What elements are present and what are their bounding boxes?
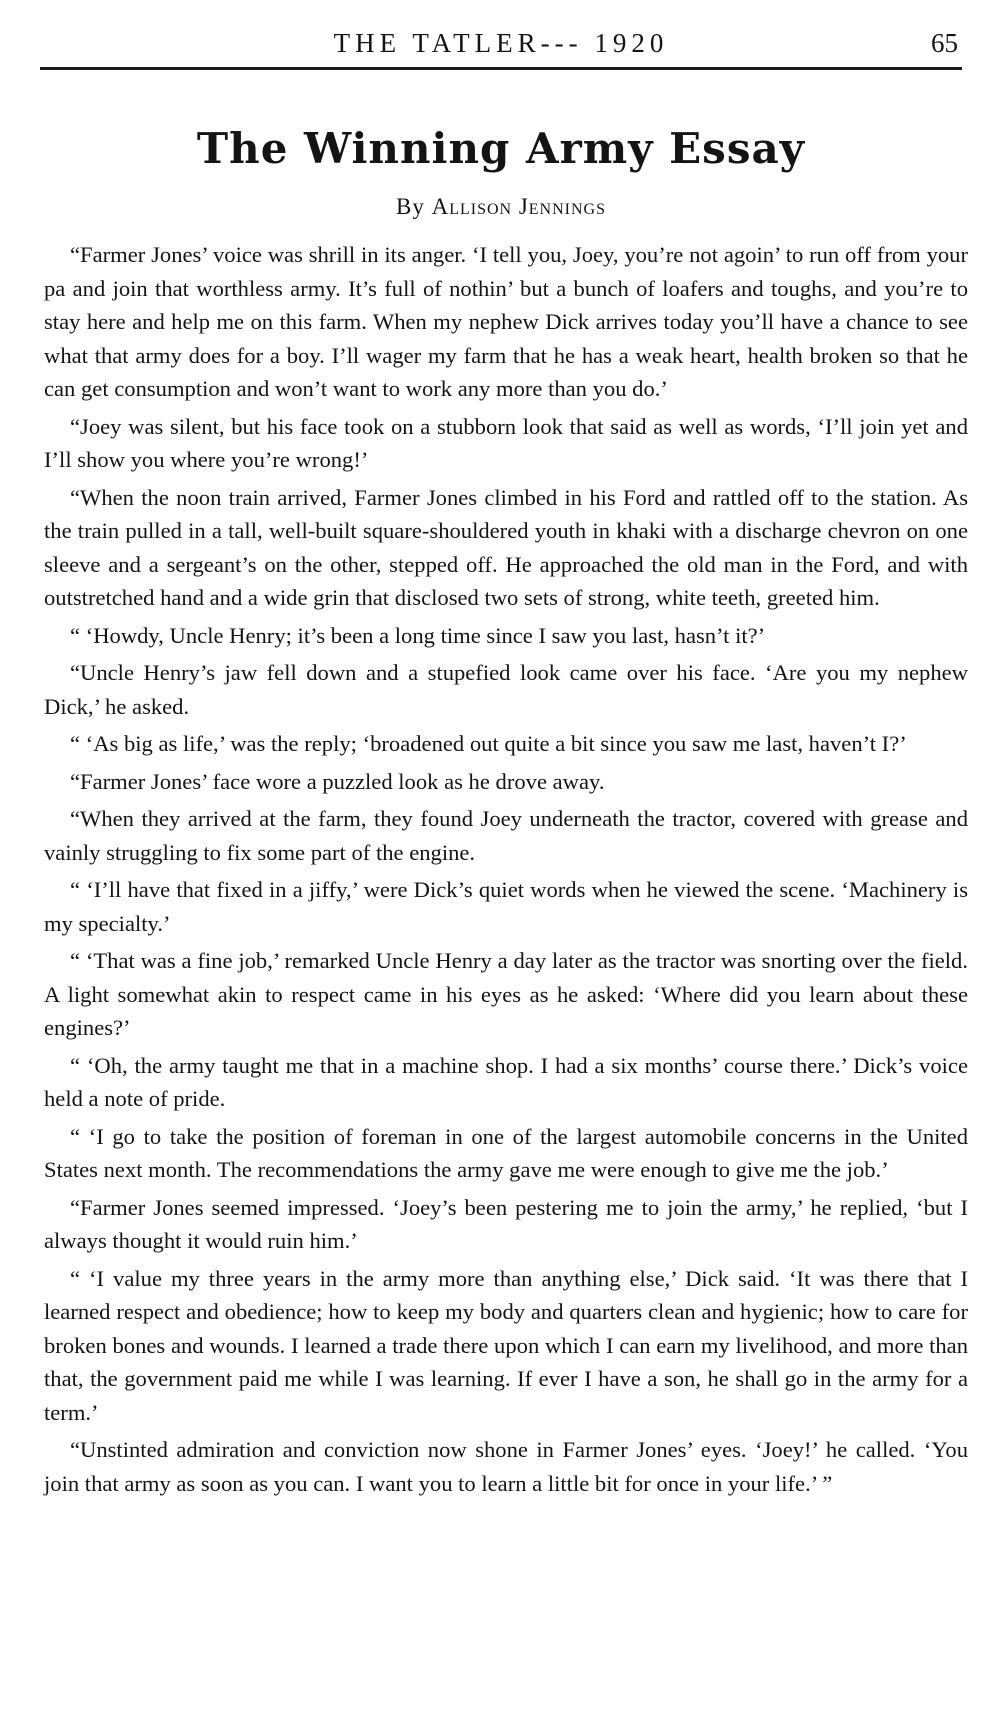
article-body	[44, 238, 968, 1504]
paragraph: “ ‘That was a fine job,’ remarked Uncle Henry a day later as the tractor was snorting over the field. A light somewhat akin to respect came in his eyes as he asked: ‘Where did you learn about these engines?’	[44, 948, 968, 1040]
paragraph: “Unstinted admiration and conviction now shone in Farmer Jones’ eyes. ‘Joey!’ he called. ‘You join that army as soon as you can. I want you to learn a little bit for once in your life.’ ”	[44, 1437, 968, 1496]
paragraph: “Farmer Jones’ voice was shrill in its anger. ‘I tell you, Joey, you’re not agoin’ to run off from your pa and join that worthless army. It’s full of nothin’ but a bunch of loafers and toughs, and you’re to stay here and help me on this farm. When my nephew Dick arrives today you’ll have a chance to see what that army does for a boy. I’ll wager my farm that he has a weak heart, health broken so that he can get consumption and won’t want to work any more than you do.’	[44, 242, 968, 401]
running-header	[40, 22, 962, 66]
paragraph: “ ‘As big as life,’ was the reply; ‘broadened out quite a bit since you saw me last, haven’t I?’	[70, 731, 907, 756]
byline-prefix: By	[395, 194, 425, 219]
paragraph: “Uncle Henry’s jaw fell down and a stupefied look came over his face. ‘Are you my nephew Dick,’ he asked.	[44, 660, 968, 719]
paragraph: “ ‘Howdy, Uncle Henry; it’s been a long time since I saw you last, hasn’t it?’	[70, 622, 766, 648]
paragraph: “When they arrived at the farm, they found Joey underneath the tractor, covered with grease and vainly struggling to fix some part of the engine.	[44, 806, 968, 865]
paragraph: “ ‘I go to take the position of foreman in one of the largest automobile concerns in the United States next month. The recommendations the army gave me were enough to give me the job.’	[44, 1123, 968, 1182]
paragraph: “ ‘Oh, the army taught me that in a machine shop. I had a six months’ course there.’ Dick’s voice held a note of pride.	[44, 1052, 968, 1111]
article-title: The Winning Army Essay	[196, 124, 806, 173]
paragraph: “ ‘I’ll have that fixed in a jiffy,’ were Dick’s quiet words when he viewed the scene. ‘Machinery is my specialty.’	[44, 877, 968, 936]
byline	[40, 194, 962, 220]
running-title: THE TATLER--- 1920	[333, 28, 669, 58]
paragraph: “Farmer Jones’ face wore a puzzled look as he drove away.	[70, 768, 605, 794]
paragraph: “ ‘I value my three years in the army more than anything else,’ Dick said. ‘It was there that I learned respect and obedience; how to keep my body and quarters clean and hygienic; how to care for broken bones and wounds. I learned a trade there upon which I can earn my livelihood, and more than that, the government paid me while I was learning. If ever I have a son, he shall go in the army for a term.’	[44, 1265, 968, 1425]
paragraph: “Farmer Jones seemed impressed. ‘Joey’s been pestering me to join the army,’ he replied, ‘but I always thought it would ruin him.’	[44, 1194, 968, 1253]
header-rule	[40, 67, 962, 70]
author-name: Allison Jennings	[431, 194, 606, 219]
paragraph: “Joey was silent, but his face took on a stubborn look that said as well as words, ‘I’ll join yet and I’ll show you where you’re wrong!’	[44, 413, 968, 472]
paragraph: “When the noon train arrived, Farmer Jones climbed in his Ford and rattled off to the station. As the train pulled in a tall, well-built square-shouldered youth in khaki with a discharge chevron on one sleeve and a sergeant’s on the other, stepped off. He approached the old man in the Ford, and with outstretched hand and a wide grin that disclosed two sets of strong, white teeth, greeted him.	[44, 484, 968, 610]
page-number: 65	[931, 28, 958, 58]
